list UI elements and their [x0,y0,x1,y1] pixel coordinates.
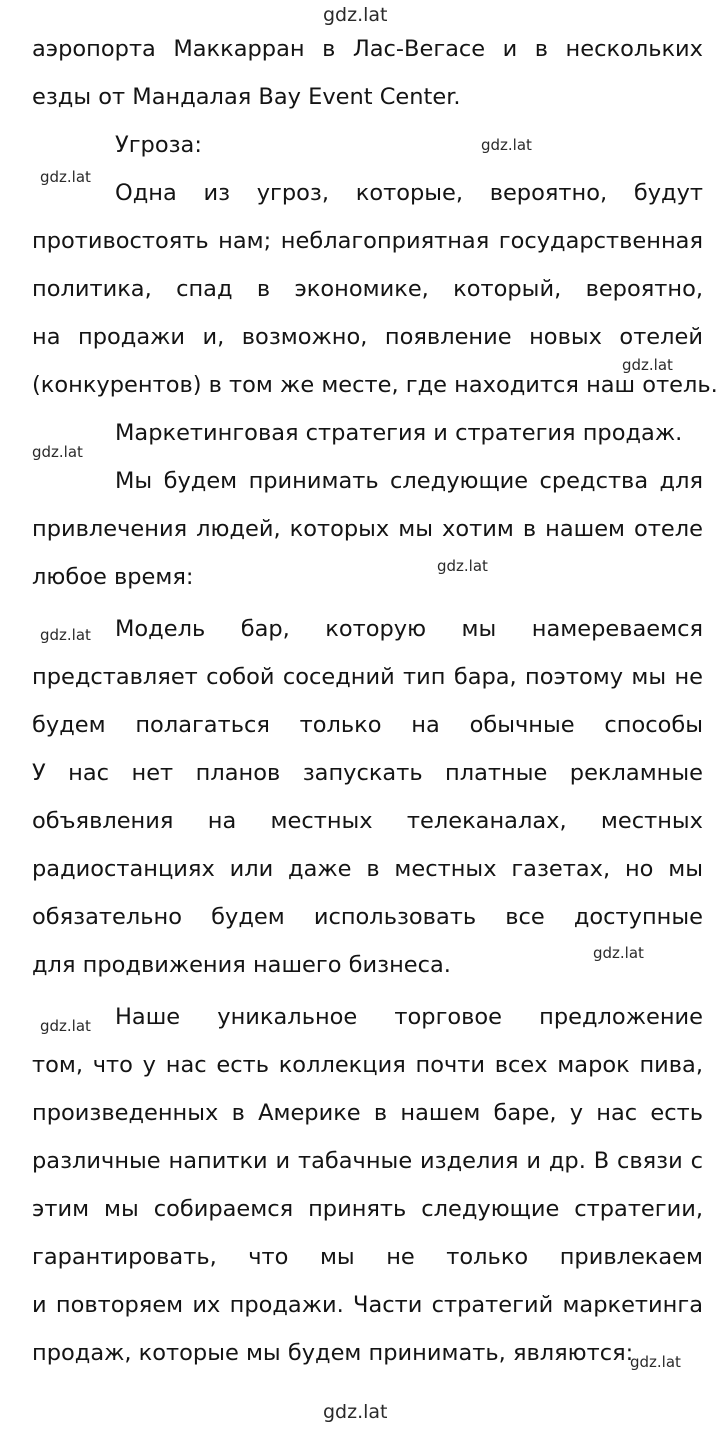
text-line: том, что у нас есть коллекция почти всех марок пива, [32,1052,703,1078]
text-line: обязательно будем использовать все доступные [32,904,703,930]
text-line: Модель бар, которую мы намереваемся [115,616,703,642]
text-line: продаж, которые мы будем принимать, являются: [32,1340,634,1366]
text-line: езды от Мандалая Bay Event Center. [32,84,461,110]
text-line: Наше уникальное торговое предложение [115,1004,703,1030]
text-line: политика, спад в экономике, который, вероятно, [32,276,703,302]
text-line: аэропорта Маккарран в Лас-Вегасе и в нескольких [32,36,703,62]
text-line: Одна из угроз, которые, вероятно, будут [115,180,703,206]
text-line: и повторяем их продажи. Части стратегий маркетинга [32,1292,703,1318]
watermark: gdz.lat [40,1017,91,1035]
text-line: радиостанциях или даже в местных газетах, но мы [32,856,703,882]
watermark: gdz.lat [437,557,488,575]
text-line: представляет собой соседний тип бара, поэтому мы не [32,664,703,690]
text-line: будем полагаться только на обычные способы [32,712,703,738]
text-line: объявления на местных телеканалах, местных [32,808,703,834]
text-line: для продвижения нашего бизнеса. [32,952,451,978]
watermark: gdz.lat [32,443,83,461]
watermark: gdz.lat [40,168,91,186]
text-line: противостоять нам; неблагоприятная государственная [32,228,703,254]
text-line: произведенных в Америке в нашем баре, у нас есть [32,1100,703,1126]
text-line: (конкурентов) в том же месте, где находится наш отель. [32,372,718,398]
watermark: gdz.lat [622,356,673,374]
watermark: gdz.lat [593,944,644,962]
watermark-top: gdz.lat [323,4,388,26]
text-line: различные напитки и табачные изделия и др. В связи с [32,1148,703,1174]
watermark: gdz.lat [630,1353,681,1371]
watermark: gdz.lat [481,136,532,154]
text-line: этим мы собираемся принять следующие стратегии, [32,1196,703,1222]
text-line: на продажи и, возможно, появление новых отелей [32,324,703,350]
text-line: привлечения людей, которых мы хотим в нашем отеле [32,516,703,542]
watermark: gdz.lat [40,626,91,644]
section-heading: Угроза: [115,132,202,158]
section-heading: Маркетинговая стратегия и стратегия продаж. [115,420,683,446]
text-line: любое время: [32,564,194,590]
text-line: У нас нет планов запускать платные рекламные [32,760,703,786]
text-line: гарантировать, что мы не только привлекаем [32,1244,703,1270]
watermark-bottom: gdz.lat [323,1401,388,1423]
text-line: Мы будем принимать следующие средства для [115,468,703,494]
